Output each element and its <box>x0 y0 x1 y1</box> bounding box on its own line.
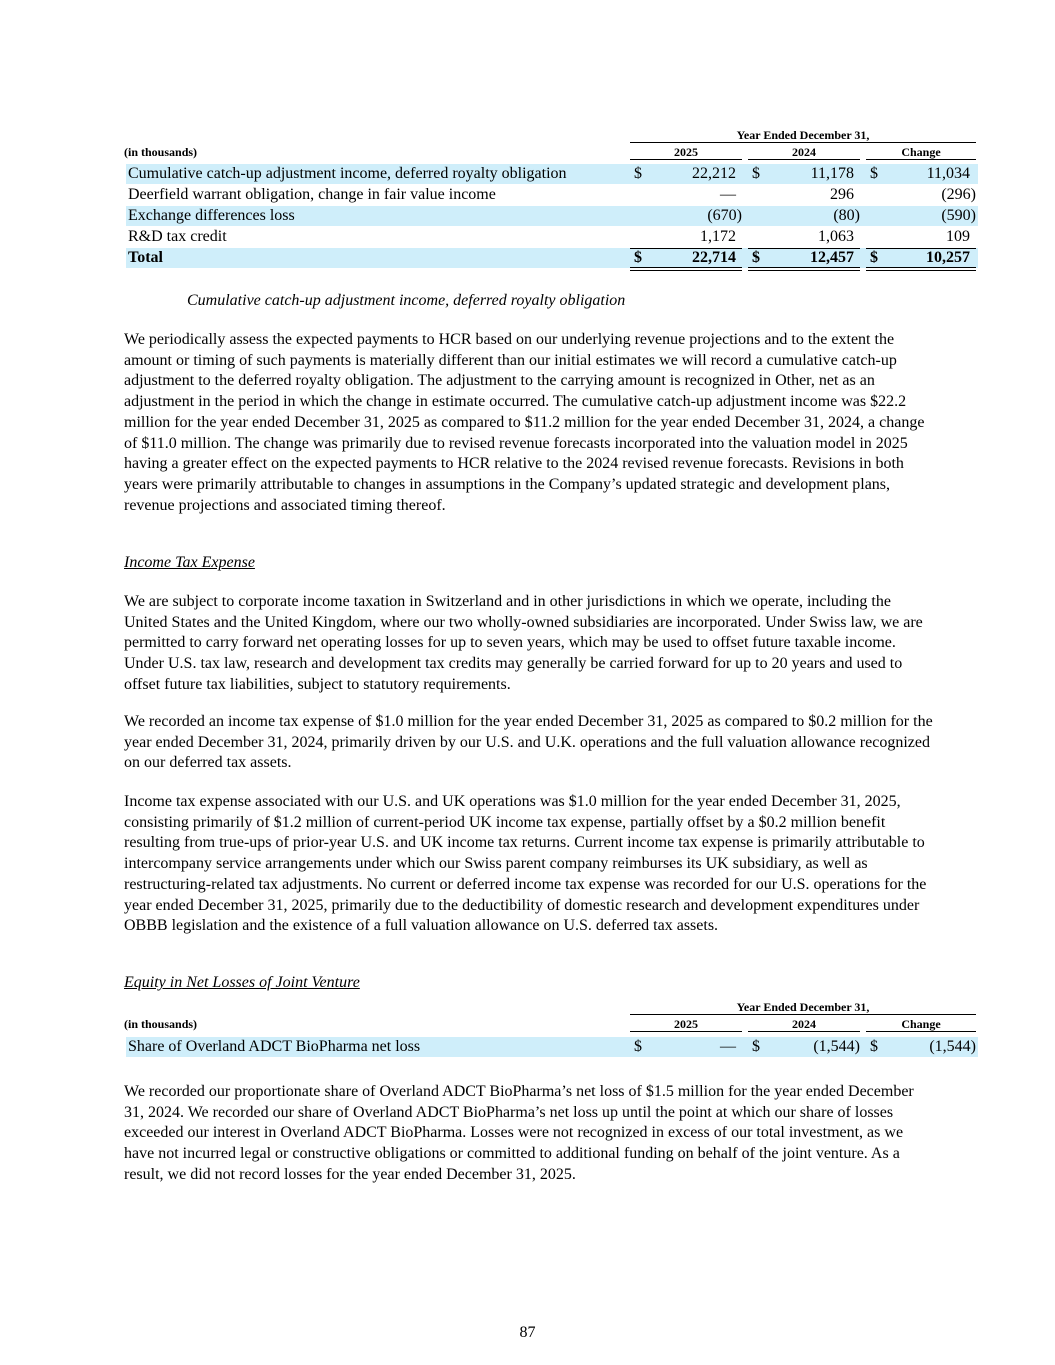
page-number: 87 <box>519 1324 536 1341</box>
value-2024: 12,457 <box>810 249 854 266</box>
section-heading-income-tax: Income Tax Expense <box>124 554 255 571</box>
value-change: 109 <box>946 228 970 245</box>
table-header-row <box>124 1016 978 1032</box>
value-2025: 22,212 <box>692 165 736 182</box>
column-header-change: Change <box>866 144 976 160</box>
row-label: R&D tax credit <box>128 228 227 245</box>
section-heading-joint-venture: Equity in Net Losses of Joint Venture <box>124 974 360 991</box>
column-header-2025: 2025 <box>630 1016 742 1032</box>
table-group-header: Year Ended December 31, <box>630 128 976 143</box>
row-label: Share of Overland ADCT BioPharma net loss <box>128 1038 421 1055</box>
paragraph-joint-venture: We recorded our proportionate share of Overland ADCT BioPharma’s net loss of $1.5 million for the year ended December 31, 2024. We recorded our share of Overland ADCT BioPharma’s net loss up until the point at which our share of losses exceeded our interest in Overland ADCT BioPharma. Losses were not recognized in excess of our total investment, as we have not incurred legal or constructive obligations or committed to additional funding on behalf of the joint venture. As a result, we did not record losses for the year ended December 31, 2025. <box>124 1083 914 1183</box>
other-income-table <box>124 128 978 272</box>
value-2024: 11,178 <box>810 165 854 182</box>
units-label: (in thousands) <box>124 145 198 159</box>
row-label: Deerfield warrant obligation, change in fair value income <box>128 186 496 203</box>
currency-symbol: $ <box>634 165 642 182</box>
column-header-2025: 2025 <box>630 144 742 160</box>
table-group-header: Year Ended December 31, <box>630 1000 976 1015</box>
currency-symbol: $ <box>634 1038 642 1055</box>
table-total-row <box>124 248 978 268</box>
table-row <box>124 164 978 184</box>
table-row <box>124 206 978 226</box>
value-2025: — <box>720 1038 736 1055</box>
table-header-row <box>124 144 978 160</box>
value-2024: (1,544) <box>813 1038 860 1055</box>
value-change: 10,257 <box>926 249 970 266</box>
value-2024: 296 <box>830 186 854 203</box>
paragraph-income-tax-1: We are subject to corporate income taxation in Switzerland and in other jurisdictions in which we operate, including the United States and the United Kingdom, where our two wholly-owned subsidiaries are incorporated. Under Swiss law, we are permitted to carry forward net operating losses for up to seven years, which may be used to offset future taxable income. Under U.S. tax law, research and development tax credits may generally be carried forward for up to 20 years and used to offset future tax liabilities, subject to statutory requirements. <box>124 593 923 693</box>
table-row <box>124 185 978 205</box>
currency-symbol: $ <box>752 249 760 266</box>
row-label: Cumulative catch-up adjustment income, deferred royalty obligation <box>128 165 567 182</box>
paragraph-catch-up: We periodically assess the expected payments to HCR based on our underlying revenue projections and to the extent the amount or timing of such payments is materially different than our initial estimates we will record a cumulative catch-up adjustment to the deferred royalty obligation. The adjustment to the carrying amount is recognized in Other, net as an adjustment in the period in which the change in estimate occurred. The cumulative catch-up adjustment income was $22.2 million for the year ended December 31, 2025 as compared to $11.2 million for the year ended December 31, 2024, a change of $11.0 million. The change was primarily due to revised revenue forecasts incorporated into the valuation model in 2025 having a greater effect on the expected payments to HCR relative to the 2024 revised revenue forecasts. Revisions in both years were primarily attributable to changes in assumptions in the Company’s updated strategic and development plans, revenue projections and associated timing thereof. <box>124 331 925 514</box>
currency-symbol: $ <box>752 1038 760 1055</box>
column-header-2024: 2024 <box>748 144 860 160</box>
currency-symbol: $ <box>870 165 878 182</box>
value-change: (296) <box>941 186 976 203</box>
value-2025: (670) <box>707 207 742 224</box>
value-2024: 1,063 <box>818 228 854 245</box>
currency-symbol: $ <box>634 249 642 266</box>
value-change: (590) <box>941 207 976 224</box>
value-2024: (80) <box>833 207 860 224</box>
row-label: Exchange differences loss <box>128 207 295 224</box>
column-header-2024: 2024 <box>748 1016 860 1032</box>
currency-symbol: $ <box>870 1038 878 1055</box>
joint-venture-table <box>124 1000 978 1060</box>
value-2025: — <box>720 186 736 203</box>
currency-symbol: $ <box>870 249 878 266</box>
value-2025: 1,172 <box>700 228 736 245</box>
section-heading-catch-up: Cumulative catch-up adjustment income, deferred royalty obligation <box>187 292 626 309</box>
currency-symbol: $ <box>752 165 760 182</box>
value-2025: 22,714 <box>692 249 736 266</box>
table-row <box>124 227 978 247</box>
paragraph-income-tax-3: Income tax expense associated with our U.S. and UK operations was $1.0 million for the year ended December 31, 2025, consisting primarily of $1.2 million of current-period UK income tax expense, partially offset by a $0.2 million benefit resulting from true-ups of prior-year U.S. and UK income tax returns. Current income tax expense is primarily attributable to intercompany service arrangements under which our Swiss parent company reimburses its UK subsidiary, as well as restructuring-related tax adjustments. No current or deferred income tax expense was recorded for our U.S. operations for the year ended December 31, 2025, primarily due to the deductibility of domestic research and development expenditures under OBBB legislation and the existence of a full valuation allowance on U.S. deferred tax assets. <box>124 793 927 935</box>
table-row <box>124 1037 978 1057</box>
row-label: Total <box>128 249 163 266</box>
paragraph-income-tax-2: We recorded an income tax expense of $1.0 million for the year ended December 31, 2025 as compared to $0.2 million for the year ended December 31, 2024, primarily driven by our U.S. and U.K. operations and the full valuation allowance recognized on our deferred tax assets. <box>124 713 933 772</box>
units-label: (in thousands) <box>124 1017 198 1031</box>
column-header-change: Change <box>866 1016 976 1032</box>
value-change: (1,544) <box>929 1038 976 1055</box>
value-change: 11,034 <box>926 165 970 182</box>
